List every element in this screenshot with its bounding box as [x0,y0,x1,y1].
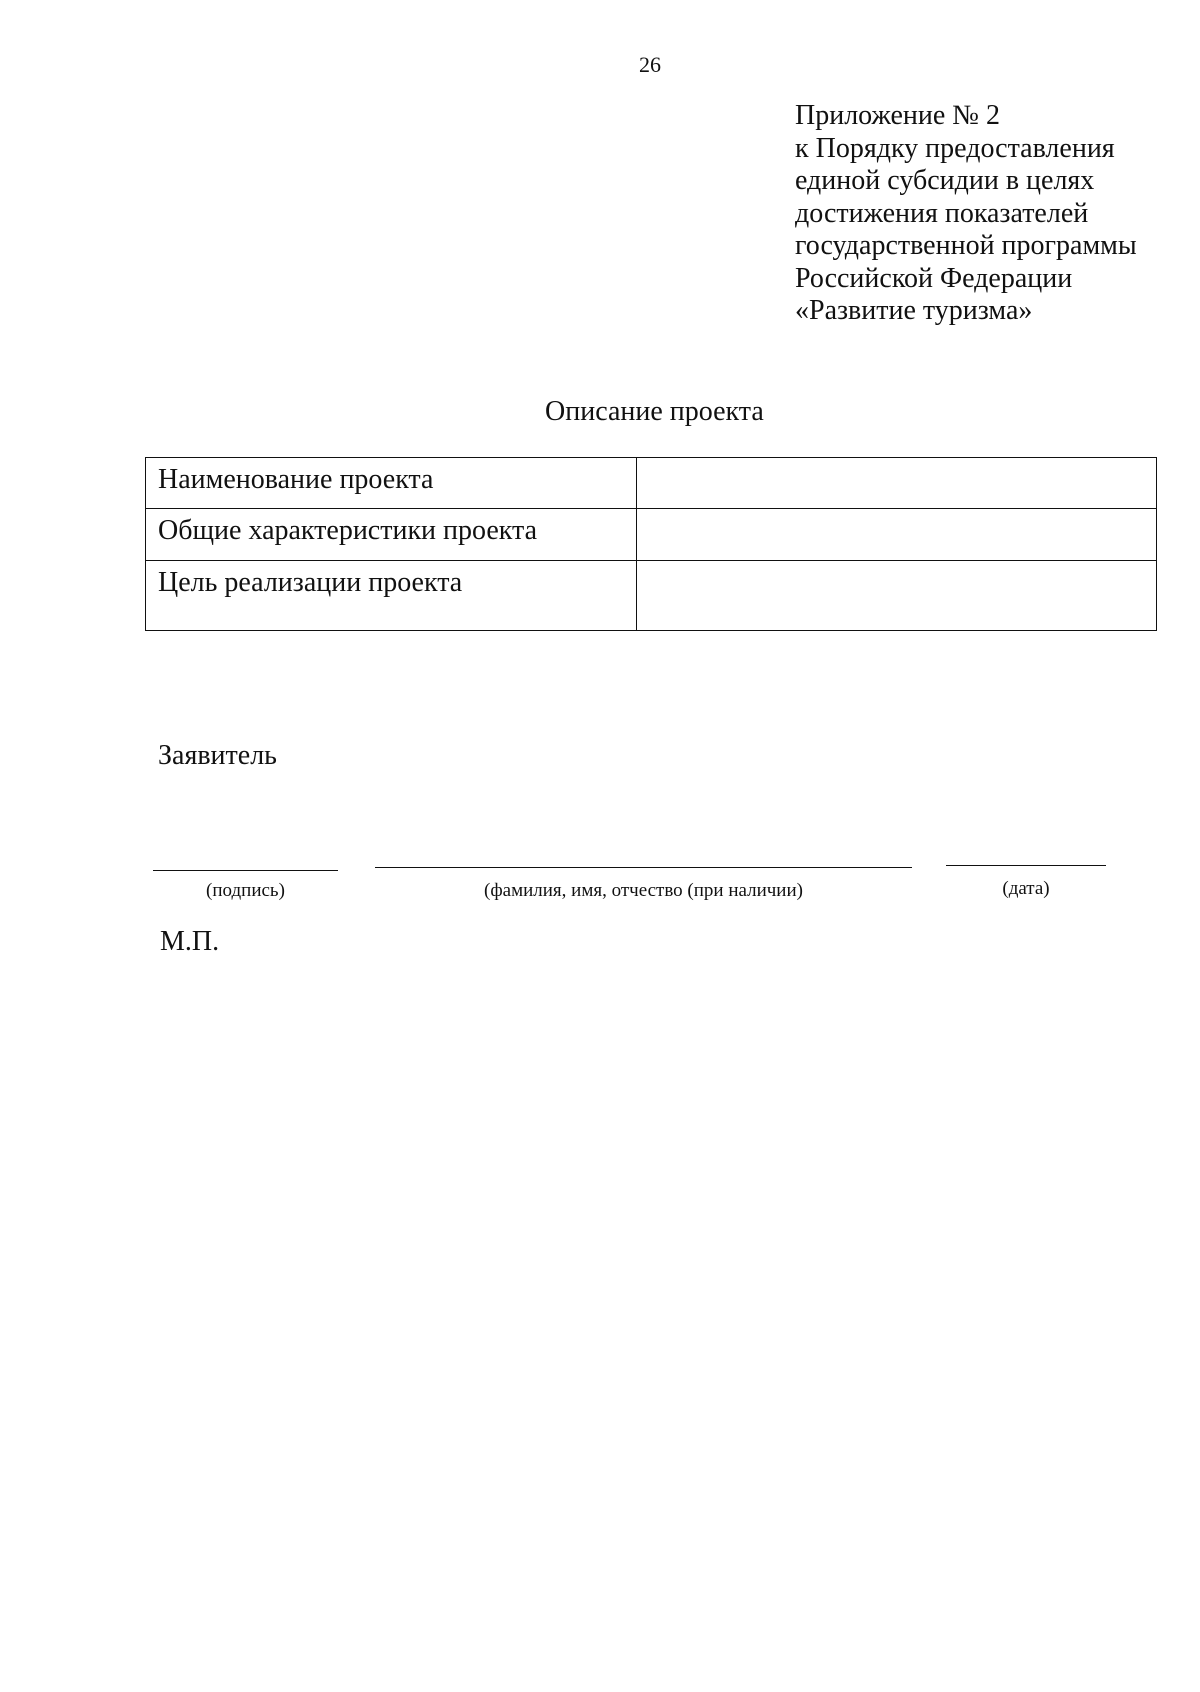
appendix-line: к Порядку предоставления [795,132,1115,164]
appendix-line: единой субсидии в целях [795,165,1095,196]
row-label-project-name: Наименование проекта [146,458,637,509]
project-goal-field[interactable] [637,561,1157,631]
table-row [146,458,1157,509]
signature-line[interactable] [153,870,338,871]
page-number: 26 [639,52,661,77]
row-label-project-characteristics: Общие характеристики проекта [146,509,637,561]
full-name-line[interactable] [375,867,912,868]
appendix-line: Российской Федерации [795,262,1073,294]
applicant-label: Заявитель [158,740,277,771]
project-description-table [145,457,1157,631]
document-title: Описание проекта [545,396,764,427]
appendix-line: Приложение № 2 [795,100,1000,131]
table-row [146,509,1157,561]
appendix-line: «Развитие туризма» [795,295,1033,326]
row-label-project-goal: Цель реализации проекта [146,561,637,631]
table-row [146,561,1157,631]
project-characteristics-field[interactable] [637,509,1157,561]
signature-caption: (подпись) [206,880,285,901]
project-name-field[interactable] [637,458,1157,509]
date-line[interactable] [946,865,1106,866]
stamp-label: М.П. [160,926,220,957]
appendix-block [795,100,1137,328]
date-caption: (дата) [1002,878,1050,899]
full-name-caption: (фамилия, имя, отчество (при наличии) [484,880,803,901]
appendix-line: государственной программы [795,230,1137,261]
appendix-line: достижения показателей [795,197,1089,229]
